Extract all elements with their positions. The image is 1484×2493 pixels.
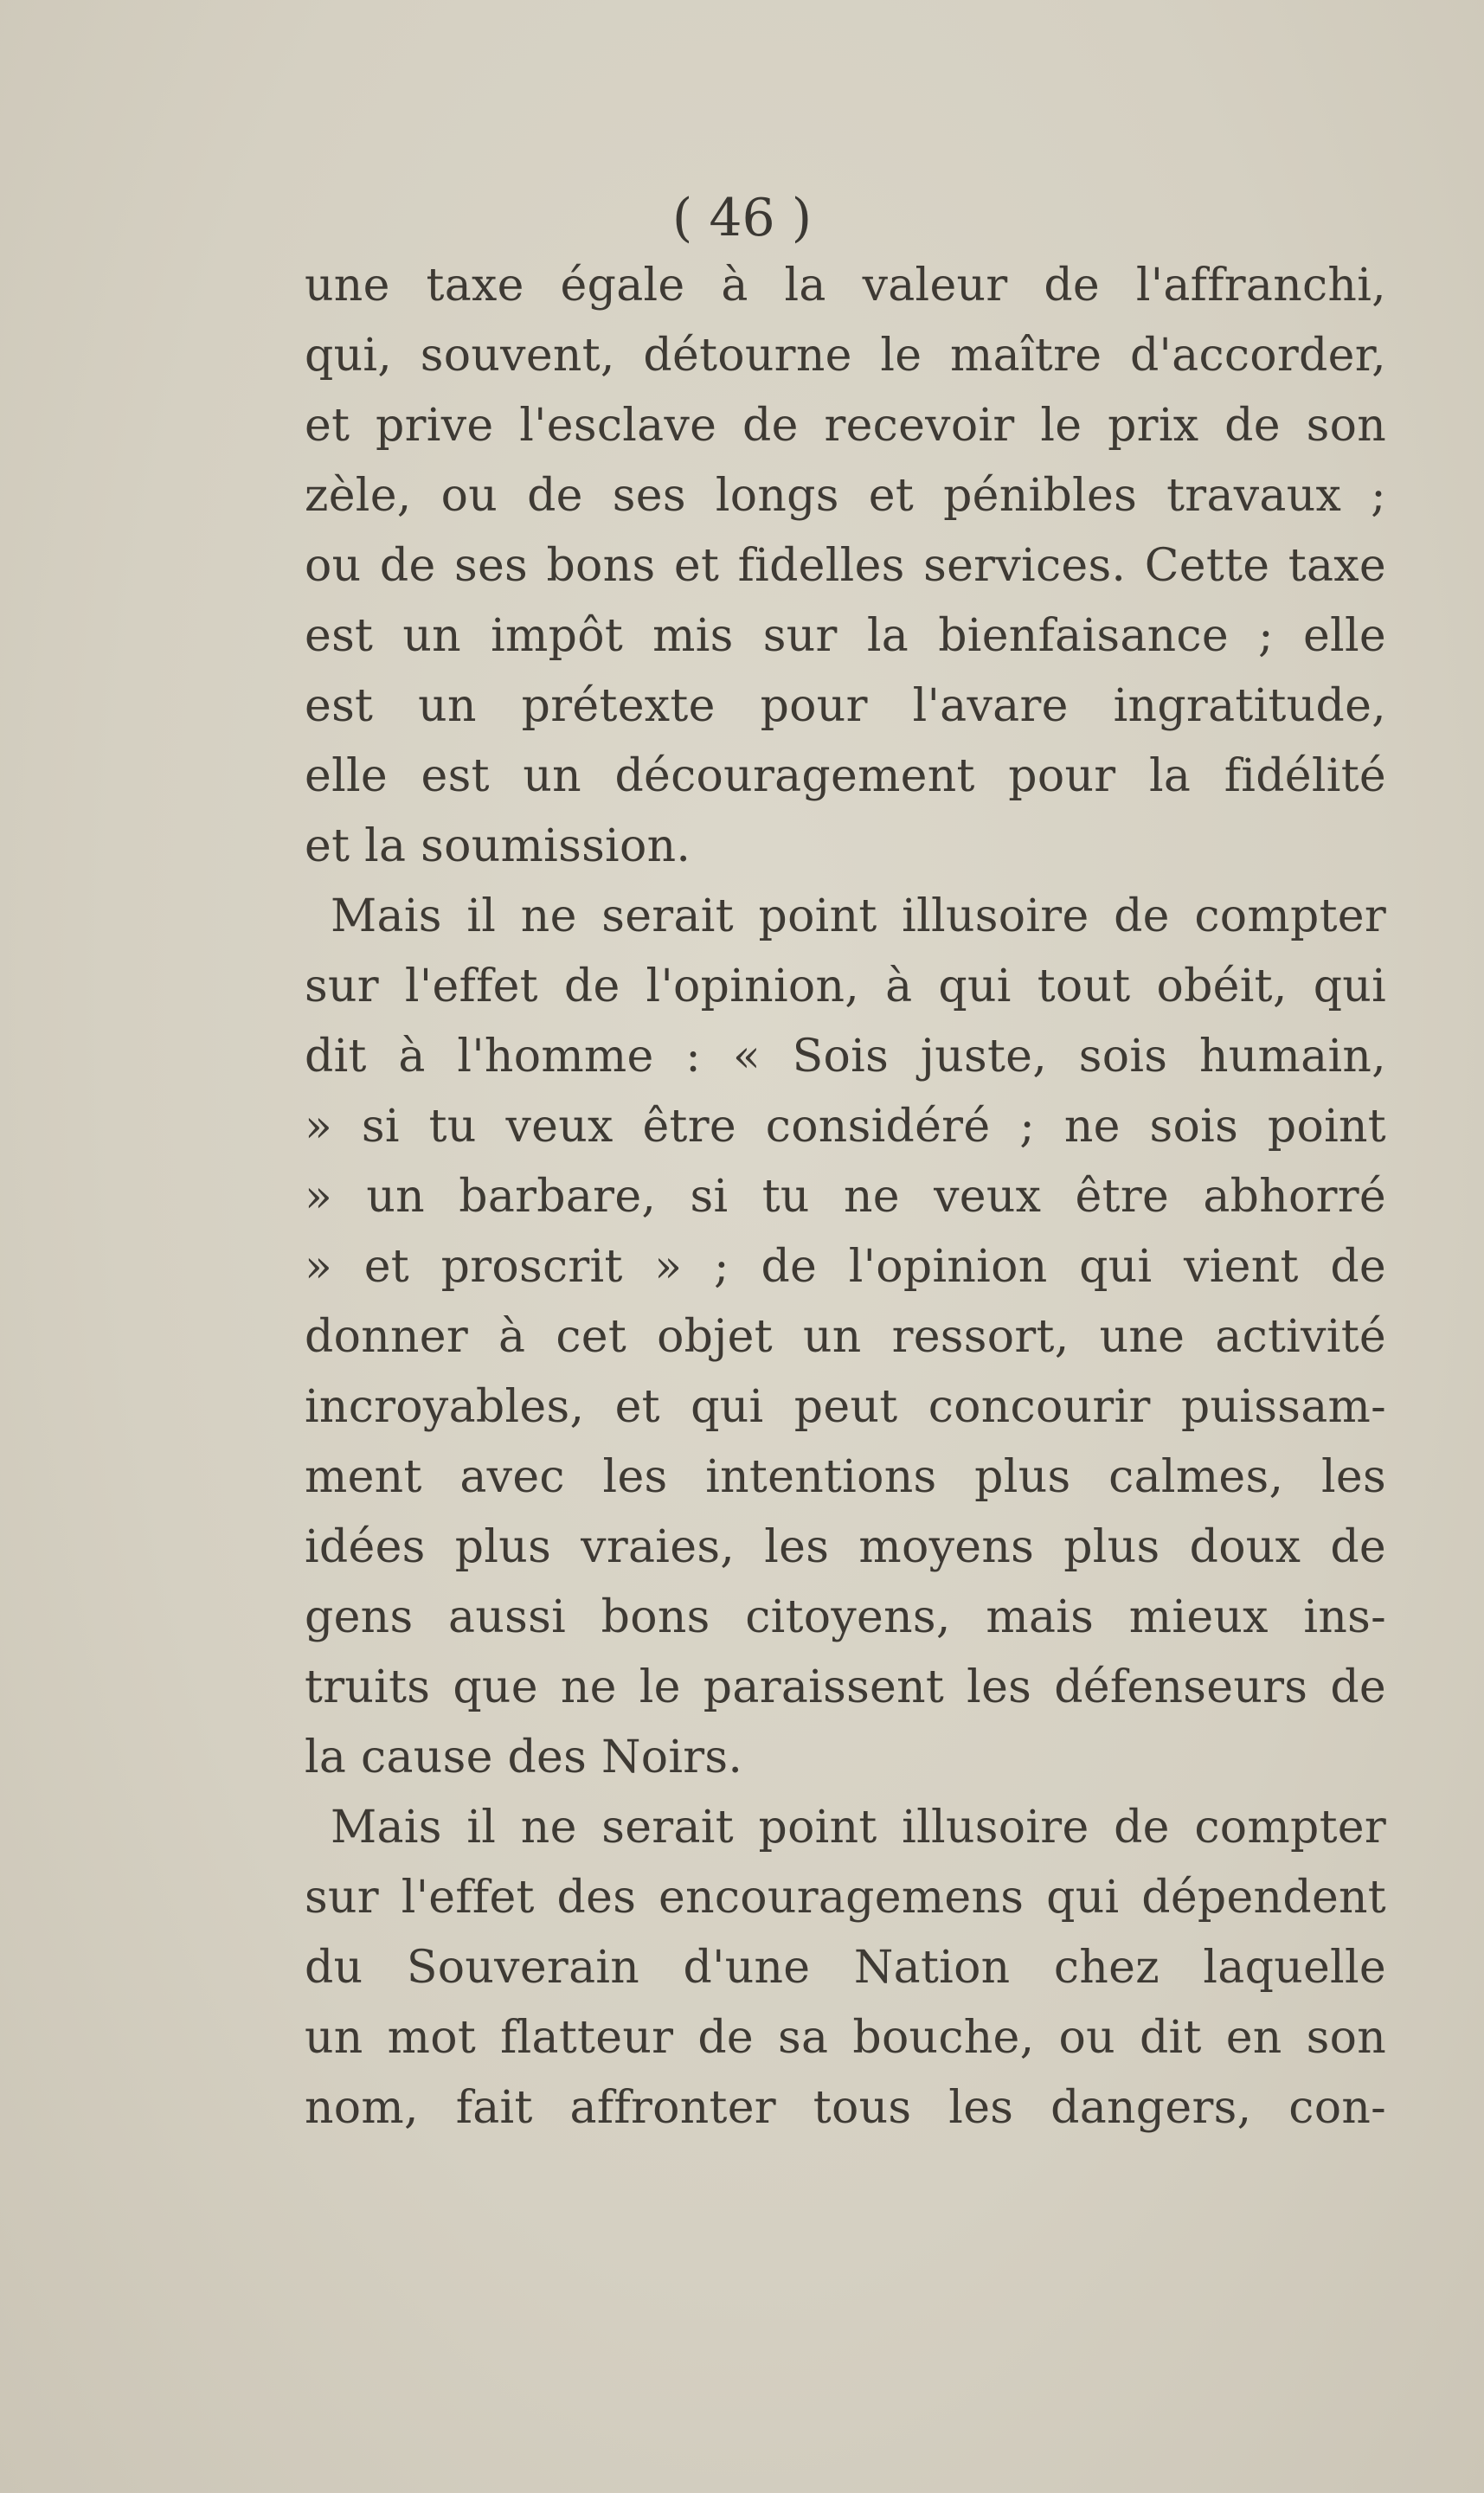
- text-line: ou de ses bons et fidelles services. Cette taxe: [305, 540, 1386, 592]
- text-line: zèle, ou de ses longs et pénibles travaux ;: [305, 470, 1386, 522]
- text-line: dit à l'homme : « Sois juste, sois humain,: [305, 1031, 1386, 1083]
- text-line: un mot flatteur de sa bouche, ou dit en son: [305, 2012, 1386, 2064]
- text-line: est un impôt mis sur la bienfaisance ; elle: [305, 610, 1386, 662]
- text-line: qui, souvent, détourne le maître d'accorder,: [305, 330, 1386, 382]
- text-line: » et proscrit » ; de l'opinion qui vient de: [305, 1241, 1386, 1293]
- text-line: nom, fait affronter tous les dangers, con-: [305, 2082, 1386, 2134]
- text-line: la cause des Noirs.: [305, 1732, 743, 1783]
- text-line: sur l'effet des encouragemens qui dépendent: [305, 1872, 1386, 1924]
- text-line: et prive l'esclave de recevoir le prix de son: [305, 400, 1386, 452]
- text-line: Mais il ne serait point illusoire de compter: [331, 1802, 1386, 1854]
- text-line: incroyables, et qui peut concourir puissam-: [305, 1381, 1386, 1433]
- text-line: est un prétexte pour l'avare ingratitude,: [305, 680, 1386, 732]
- text-line: » si tu veux être considéré ; ne sois point: [305, 1101, 1386, 1153]
- text-line: idées plus vraies, les moyens plus doux de: [305, 1521, 1386, 1573]
- text-line: truits que ne le paraissent les défenseurs de: [305, 1661, 1386, 1713]
- text-line: sur l'effet de l'opinion, à qui tout obéit, qui: [305, 961, 1386, 1012]
- text-line: une taxe égale à la valeur de l'affranchi,: [305, 260, 1386, 312]
- text-line: elle est un découragement pour la fidélité: [305, 750, 1386, 802]
- text-line: Mais il ne serait point illusoire de compter: [331, 890, 1386, 942]
- text-line: du Souverain d'une Nation chez laquelle: [305, 1942, 1386, 1994]
- text-line: » un barbare, si tu ne veux être abhorré: [305, 1171, 1386, 1223]
- text-line: donner à cet objet un ressort, une activité: [305, 1311, 1386, 1363]
- body-text: [305, 251, 1386, 2143]
- text-line: gens aussi bons citoyens, mais mieux ins-: [305, 1591, 1386, 1643]
- text-line: et la soumission.: [305, 820, 691, 872]
- text-line: ment avec les intentions plus calmes, les: [305, 1451, 1386, 1503]
- page-number: ( 46 ): [671, 188, 813, 248]
